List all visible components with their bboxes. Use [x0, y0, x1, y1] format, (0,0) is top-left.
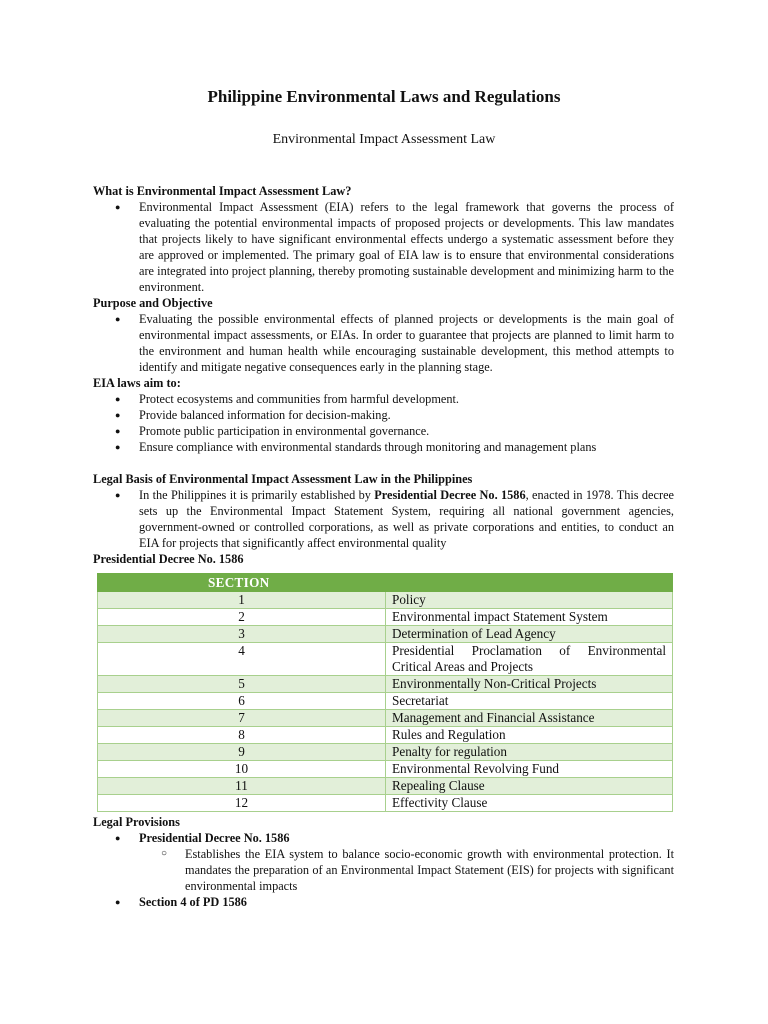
- section-title: Secretariat: [386, 693, 673, 710]
- section-title: Rules and Regulation: [386, 727, 673, 744]
- heading-legal-basis: Legal Basis of Environmental Impact Assessment Law in the Philippines: [93, 472, 473, 486]
- list-item: [93, 487, 674, 551]
- list-item: ● Promote public participation in environmental governance.: [93, 423, 674, 439]
- list-item: ● Environmental Impact Assessment (EIA) refers to the legal framework that governs the process of evaluating the potential environmental impacts of proposed projects or developments. This law mandates that projects likely to have significant environmental effects undergo a systematic assessment before they are approved or implemented. The primary goal of EIA law is to ensure that environmental considerations are integrated into project planning, thereby promoting sustainable development and minimizing harm to the environment.: [93, 199, 674, 295]
- legal-basis-text-pre: In the Philippines it is primarily established by: [139, 488, 375, 502]
- section-title: Policy: [386, 592, 673, 609]
- heading-purpose: Purpose and Objective: [93, 296, 213, 310]
- table-row: [98, 727, 673, 744]
- table-row: [98, 744, 673, 761]
- heading-aims: EIA laws aim to:: [93, 376, 181, 390]
- document-body: [93, 183, 674, 910]
- section-number: 1: [98, 592, 386, 609]
- table-row: [98, 761, 673, 778]
- section-number: 3: [98, 626, 386, 643]
- provisions-list: [93, 830, 674, 910]
- sub-list-item: ○ Establishes the EIA system to balance socio-economic growth with environmental protection. It mandates the preparation of an Environmental Impact Statement (EIS) for projects with significant environmental impacts: [139, 846, 674, 894]
- section-number: 4: [98, 643, 386, 676]
- aims-list: [93, 391, 674, 455]
- section-number: 6: [98, 693, 386, 710]
- section-title: Environmentally Non-Critical Projects: [386, 676, 673, 693]
- table-caption: Presidential Decree No. 1586: [93, 552, 244, 566]
- table-row: [98, 778, 673, 795]
- table-row: [98, 693, 673, 710]
- section-title: Management and Financial Assistance: [386, 710, 673, 727]
- provision-sublist: [139, 846, 674, 894]
- table-row: [98, 676, 673, 693]
- section-number: 10: [98, 761, 386, 778]
- list-item: [93, 830, 674, 894]
- list-item: ● Provide balanced information for decision-making.: [93, 407, 674, 423]
- section-number: 2: [98, 609, 386, 626]
- legal-basis-decree: Presidential Decree No. 1586: [374, 488, 526, 502]
- table-header-row: [98, 574, 673, 592]
- table-row: [98, 609, 673, 626]
- section-number: 7: [98, 710, 386, 727]
- provision-title: Presidential Decree No. 1586: [139, 831, 290, 845]
- section-title: Environmental impact Statement System: [386, 609, 673, 626]
- purpose-list: [93, 311, 674, 375]
- section-number: 9: [98, 744, 386, 761]
- section-number: 5: [98, 676, 386, 693]
- heading-provisions: Legal Provisions: [93, 815, 180, 829]
- section-title: Penalty for regulation: [386, 744, 673, 761]
- what-is-list: [93, 199, 674, 295]
- table-row: [98, 626, 673, 643]
- table-row: [98, 592, 673, 609]
- list-item: ● Ensure compliance with environmental standards through monitoring and management plans: [93, 439, 674, 455]
- section-number: 8: [98, 727, 386, 744]
- table-row: [98, 710, 673, 727]
- section-number: 11: [98, 778, 386, 795]
- section-number: 12: [98, 795, 386, 812]
- section-title: Effectivity Clause: [386, 795, 673, 812]
- page-subtitle: Environmental Impact Assessment Law: [272, 132, 496, 147]
- table-header-blank: [386, 574, 673, 592]
- list-item: ● Section 4 of PD 1586: [93, 894, 674, 910]
- page-title: Philippine Environmental Laws and Regulations: [207, 87, 561, 106]
- list-item: ● Protect ecosystems and communities from harmful development.: [93, 391, 674, 407]
- table-row: [98, 795, 673, 812]
- section-title: Presidential Proclamation of Environmental Critical Areas and Projects: [386, 643, 673, 676]
- table-row: [98, 643, 673, 676]
- legal-basis-list: [93, 487, 674, 551]
- spacer: [93, 455, 674, 471]
- section-title: Repealing Clause: [386, 778, 673, 795]
- sections-table: [97, 573, 673, 812]
- heading-what-is: What is Environmental Impact Assessment Law?: [93, 184, 352, 198]
- legal-basis-text-post: , enacted in 1978. This decree sets up the Environmental Impact Statement System, requiring all national government agencies, government-owned or controlled corporations, as well as private corporations and entities, to conduct an EIA for projects that significantly affect environmental quality: [139, 488, 674, 550]
- list-item: ● Evaluating the possible environmental effects of planned projects or developments is the main goal of environmental impact assessments, or EIAs. In order to guarantee that projects are planned to limit harm to the environment and human health while encouraging sustainable development, this method attempts to identify and mitigate negative consequences early in the planning stage.: [93, 311, 674, 375]
- table-header-section: SECTION: [98, 574, 386, 592]
- section-title: Environmental Revolving Fund: [386, 761, 673, 778]
- section-title: Determination of Lead Agency: [386, 626, 673, 643]
